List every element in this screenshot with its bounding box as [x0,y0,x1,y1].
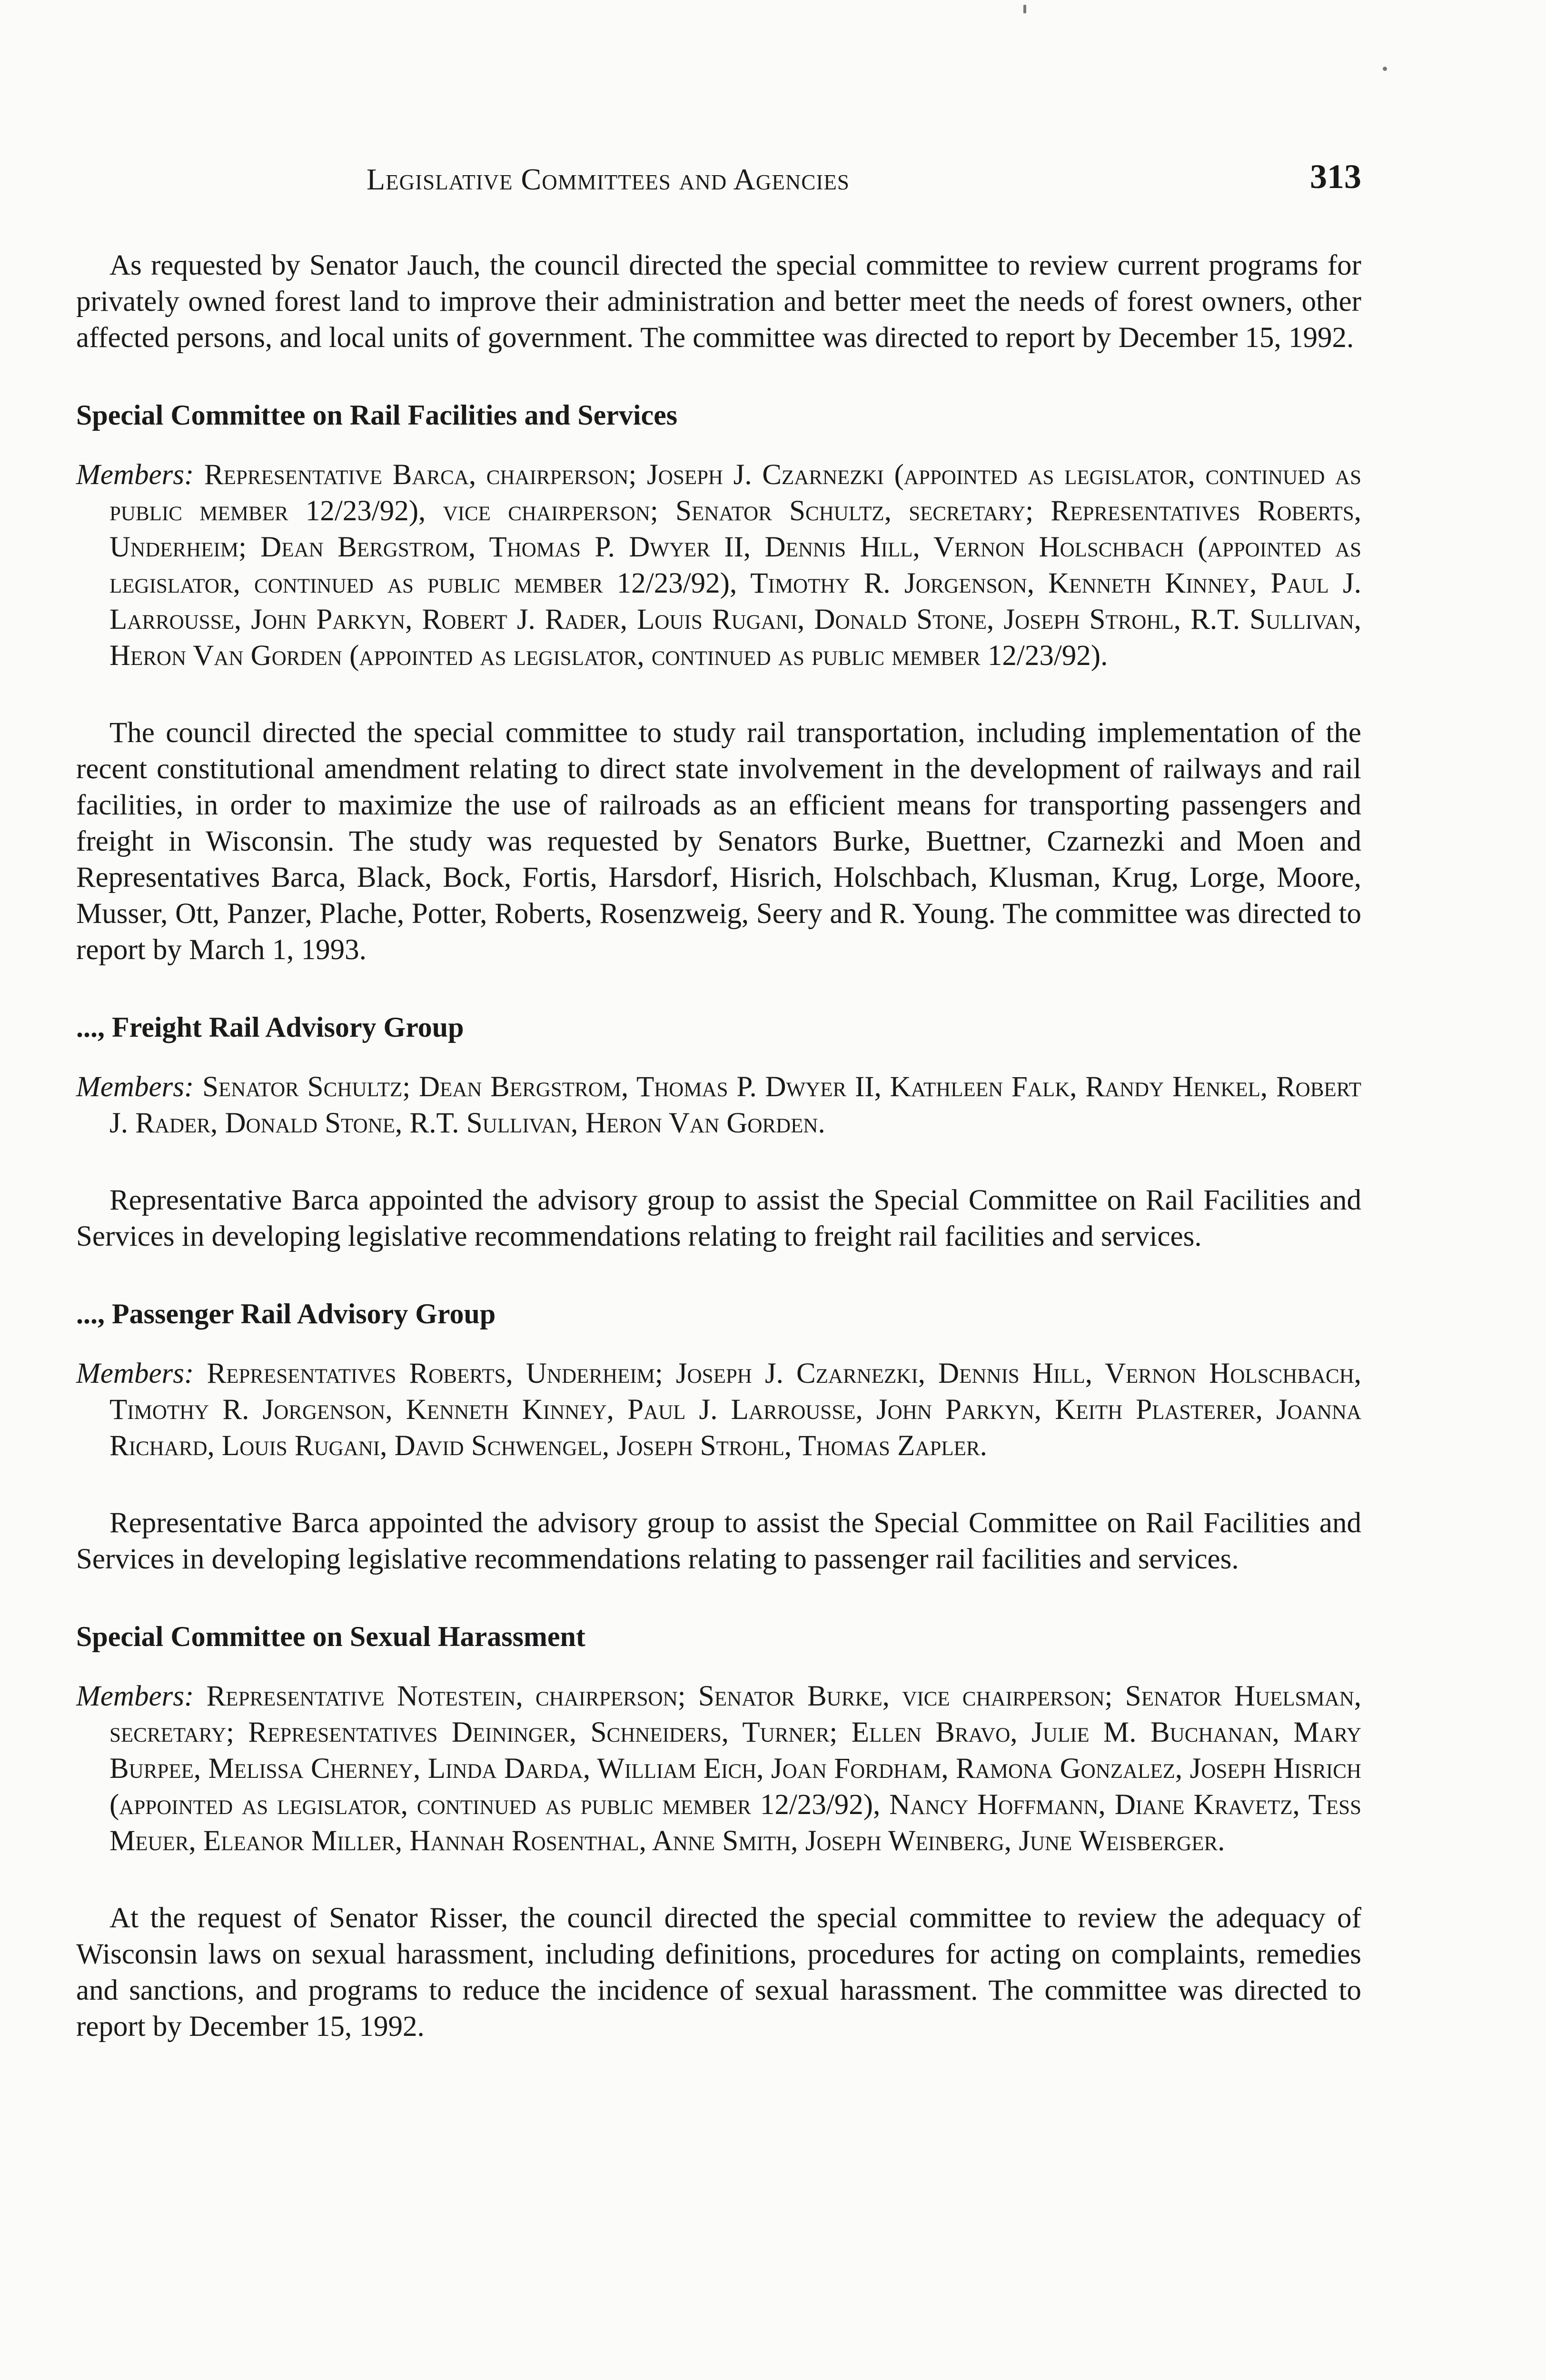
running-head: Legislative Committees and Agencies [367,162,850,196]
description-freight: Representative Barca appointed the advisory group to assist the Special Committee on Rail Facilities and Services in developing legislative recommendations relating to freight rail facilities and services. [76,1184,1361,1252]
section-rail-heading-block [76,397,1361,433]
members-list-harassment [76,1678,1361,1859]
section-title-passenger: ..., Passenger Rail Advisory Group [76,1298,496,1329]
page-number: 313 [1310,158,1361,196]
members-label: Members: [76,459,194,491]
members-list-freight [76,1069,1361,1141]
section-rail-members-block [76,457,1361,674]
scan-speck [1023,5,1026,13]
section-harassment-members-block [76,1678,1361,1859]
section-title-harassment: Special Committee on Sexual Harassment [76,1621,585,1652]
members-list-passenger [76,1356,1361,1464]
description-passenger: Representative Barca appointed the advisory group to assist the Special Committee on Rail Facilities and Services in developing legislative recommendations relating to passenger rail facilities and services. [76,1507,1361,1575]
section-passenger-members-block [76,1356,1361,1464]
intro-block [76,248,1361,356]
members-label: Members: [76,1071,194,1103]
page-body [76,248,1361,2086]
members-names: Representative Notestein, chairperson; Senator Burke, vice chairperson; Senator Huelsman, secretary; Representatives Deininger, Schneiders, Turner; Ellen Bravo, Julie M. Buchanan, Mary Burpee, Melissa Cherney, Linda Darda, William Eich, Joan Fordham, Ramona Gonzalez, Joseph Hisrich (appointed as legislator, continued as public member 12/23/92), Nancy Hoffmann, Diane Kravetz, Tess Meuer, Eleanor Miller, Hannah Rosenthal, Anne Smith, Joseph Weinberg, June Weisberger. [109,1680,1362,1857]
page-header [76,157,1361,205]
members-names: Representatives Roberts, Underheim; Joseph J. Czarnezki, Dennis Hill, Vernon Holschbach, Timothy R. Jorgenson, Kenneth Kinney, Paul J. Larrousse, John Parkyn, Keith Plasterer, Joanna Richard, Louis Rugani, David Schwengel, Joseph Strohl, Thomas Zapler. [109,1358,1361,1462]
members-list-rail [76,457,1361,674]
section-freight-heading-block [76,1009,1361,1045]
section-rail-description-block [76,715,1361,968]
section-passenger-description-block [76,1505,1361,1577]
section-harassment-heading-block [76,1618,1361,1655]
description-harassment: At the request of Senator Risser, the council directed the special committee to review the adequacy of Wisconsin laws on sexual harassment, including definitions, procedures for acting on complaints, remedies and sanctions, and programs to reduce the incidence of sexual harassment. The committee was directed to report by December 15, 1992. [76,1902,1361,2043]
description-rail: The council directed the special committee to study rail transportation, including implementation of the recent constitutional amendment relating to direct state involvement in the development of railways and rail facilities, in order to maximize the use of railroads as an efficient means for transporting passengers and freight in Wisconsin. The study was requested by Senators Burke, Buettner, Czarnezki and Moen and Representatives Barca, Black, Bock, Fortis, Harsdorf, Hisrich, Holschbach, Klusman, Krug, Lorge, Moore, Musser, Ott, Panzer, Plache, Potter, Roberts, Rosenzweig, Seery and R. Young. The committee was directed to report by March 1, 1993. [76,717,1361,966]
section-title-freight: ..., Freight Rail Advisory Group [76,1012,464,1043]
intro-paragraph: As requested by Senator Jauch, the council directed the special committee to review current programs for privately owned forest land to improve their administration and better meet the needs of forest owners, other affected persons, and local units of government. The committee was directed to report by December 15, 1992. [76,249,1361,354]
scan-speck [1383,67,1387,71]
section-freight-description-block [76,1182,1361,1255]
document-page [76,0,1361,2380]
section-harassment-description-block [76,1900,1361,2045]
members-names: Representative Barca, chairperson; Joseph J. Czarnezki (appointed as legislator, continued as public member 12/23/92), vice chairperson; Senator Schultz, secretary; Representatives Roberts, Underheim; Dean Bergstrom, Thomas P. Dwyer II, Dennis Hill, Vernon Holschbach (appointed as legislator, continued as public member 12/23/92), Timothy R. Jorgenson, Kenneth Kinney, Paul J. Larrousse, John Parkyn, Robert J. Rader, Louis Rugani, Donald Stone, Joseph Strohl, R.T. Sullivan, Heron Van Gorden (appointed as legislator, continued as public member 12/23/92). [109,459,1362,672]
section-passenger-heading-block [76,1296,1361,1332]
members-label: Members: [76,1358,194,1389]
members-label: Members: [76,1680,194,1712]
section-title-rail: Special Committee on Rail Facilities and Services [76,399,678,431]
members-names: Senator Schultz; Dean Bergstrom, Thomas P. Dwyer II, Kathleen Falk, Randy Henkel, Robert J. Rader, Donald Stone, R.T. Sullivan, Heron Van Gorden. [109,1071,1362,1139]
section-freight-members-block [76,1069,1361,1141]
